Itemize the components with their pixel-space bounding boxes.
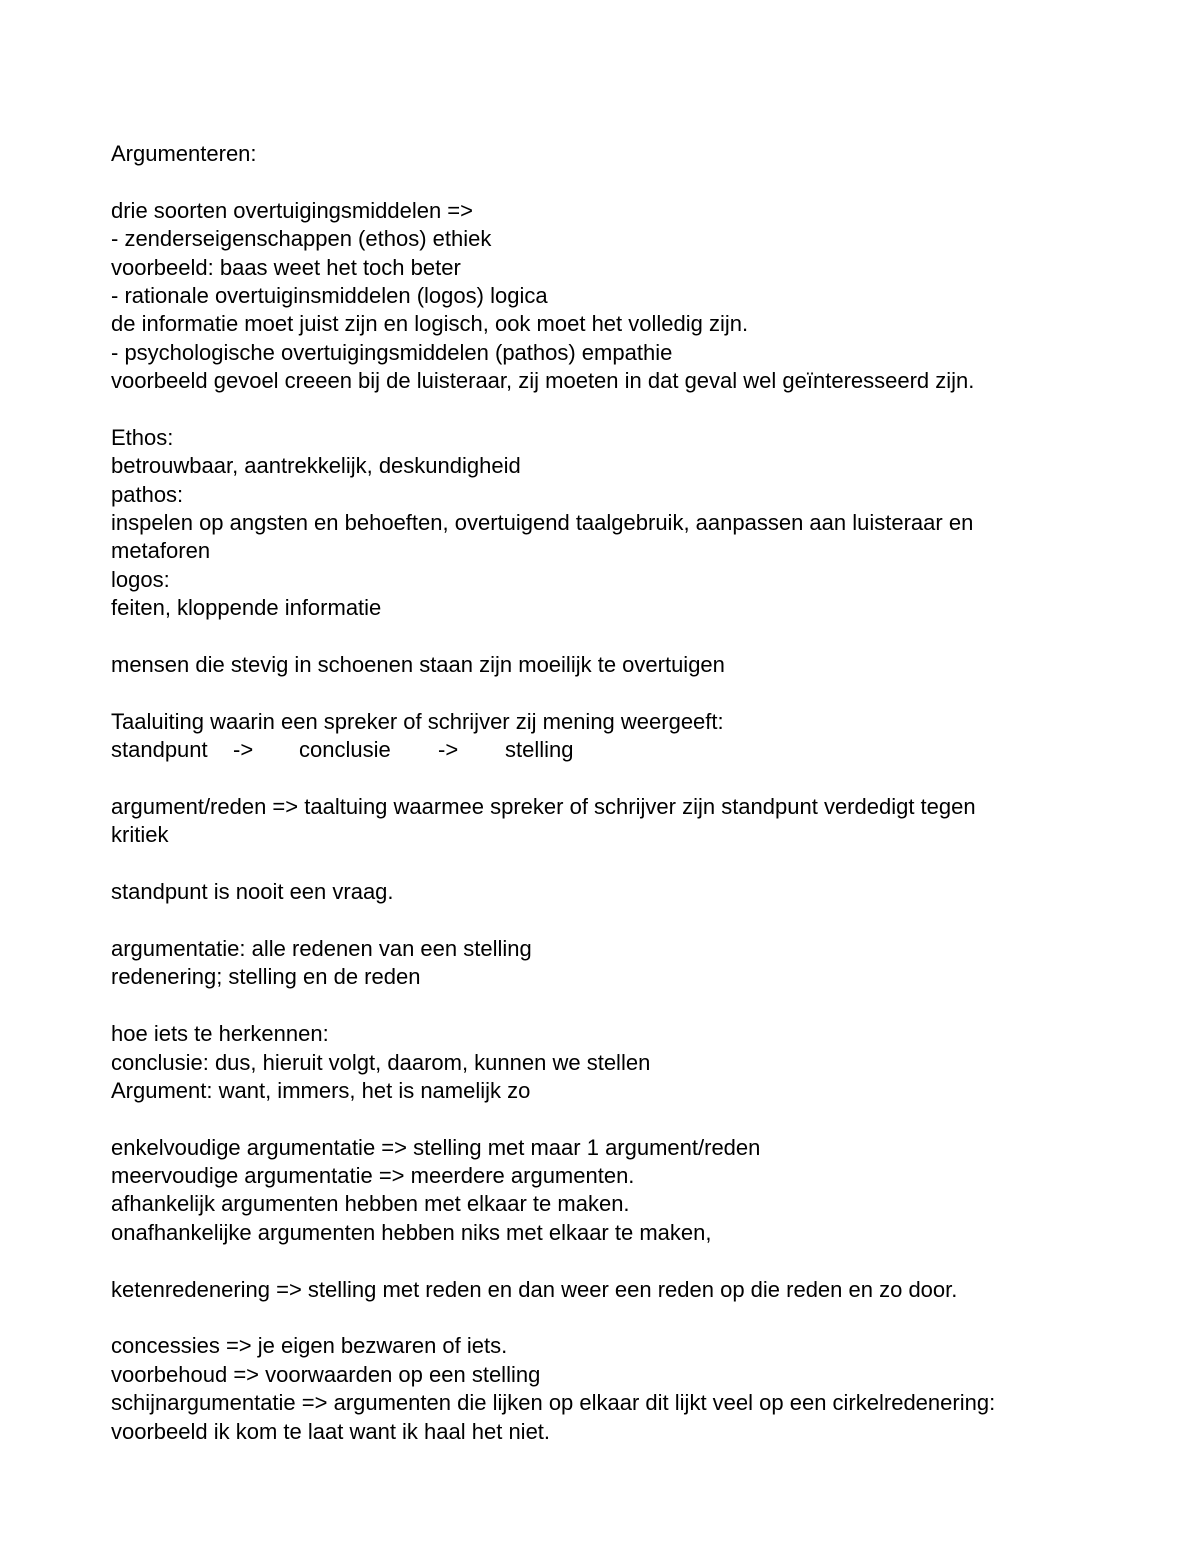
spacer	[111, 168, 1101, 196]
misc-example: voorbeeld ik kom te laat want ik haal het niet.	[111, 1418, 551, 1444]
details-pathos-text-1: inspelen op angsten en behoeften, overtuigend taalgebruik, aanpassen aan luisteraar en	[111, 510, 974, 536]
means-logos: - rationale overtuiginsmiddelen (logos) logica	[111, 282, 548, 308]
details-logos-text: feiten, kloppende informatie	[111, 595, 382, 621]
type-independent: onafhankelijke argumenten hebben niks met elkaar te maken,	[111, 1219, 712, 1245]
spacer	[111, 1304, 1101, 1332]
means-ethos-example: voorbeeld: baas weet het toch beter	[111, 254, 461, 280]
type-single: enkelvoudige argumentatie => stelling met maar 1 argument/reden	[111, 1134, 761, 1160]
chain-term-conclusie: conclusie	[299, 737, 391, 763]
means-ethos: - zenderseigenschappen (ethos) ethiek	[111, 226, 492, 252]
misc-reservation: voorbehoud => voorwaarden op een stelling	[111, 1361, 541, 1387]
argument-definition-2: kritiek	[111, 822, 169, 848]
spacer	[111, 765, 1101, 793]
standpoint-chain	[111, 736, 1101, 764]
reasoning-definition: redenering; stelling en de reden	[111, 964, 421, 990]
type-multiple: meervoudige argumentatie => meerdere argumenten.	[111, 1163, 635, 1189]
chain-arrow: ->	[438, 737, 459, 763]
standpoint-definition: Taaluiting waarin een spreker of schrijver zij mening weergeeft:	[111, 708, 724, 734]
recognize-argument: Argument: want, immers, het is namelijk zo	[111, 1077, 531, 1103]
type-dependent: afhankelijk argumenten hebben met elkaar te maken.	[111, 1191, 630, 1217]
misc-concessions: concessies => je eigen bezwaren of iets.	[111, 1333, 508, 1359]
spacer	[111, 907, 1101, 935]
recognize-label: hoe iets te herkennen:	[111, 1021, 329, 1047]
chain-term-stelling: stelling	[505, 737, 574, 763]
misc-pseudo-argumentation: schijnargumentatie => argumenten die lijken op elkaar dit lijkt veel op een cirkelredenering:	[111, 1390, 996, 1416]
recognize-conclusion: conclusie: dus, hieruit volgt, daarom, kunnen we stellen	[111, 1049, 651, 1075]
note-shoes: mensen die stevig in schoenen staan zijn moeilijk te overtuigen	[111, 652, 725, 678]
note-question: standpunt is nooit een vraag.	[111, 879, 394, 905]
means-logos-explanation: de informatie moet juist zijn en logisch, ook moet het volledig zijn.	[111, 311, 749, 337]
spacer	[111, 679, 1101, 707]
details-ethos-text: betrouwbaar, aantrekkelijk, deskundigheid	[111, 453, 521, 479]
argument-definition-1: argument/reden => taaltuing waarmee spreker of schrijver zijn standpunt verdedigt tegen	[111, 793, 976, 819]
details-ethos-label: Ethos:	[111, 424, 174, 450]
spacer	[111, 850, 1101, 878]
document-body	[111, 140, 1101, 1446]
chain-term-standpunt: standpunt	[111, 737, 208, 763]
document-heading: Argumenteren:	[111, 141, 257, 166]
means-pathos-example: voorbeeld gevoel creeen bij de luisteraar, zij moeten in dat geval wel geïnteresseerd zijn.	[111, 368, 975, 394]
details-pathos-label: pathos:	[111, 481, 184, 507]
spacer	[111, 1105, 1101, 1133]
details-logos-label: logos:	[111, 566, 170, 592]
spacer	[111, 1247, 1101, 1275]
spacer	[111, 623, 1101, 651]
means-pathos: - psychologische overtuigingsmiddelen (pathos) empathie	[111, 339, 673, 365]
means-intro: drie soorten overtuigingsmiddelen =>	[111, 197, 474, 223]
argumentation-definition: argumentatie: alle redenen van een stelling	[111, 935, 532, 961]
chain-arrow: ->	[233, 737, 254, 763]
spacer	[111, 992, 1101, 1020]
chain-reasoning: ketenredenering => stelling met reden en dan weer een reden op die reden en zo door.	[111, 1276, 958, 1302]
spacer	[111, 396, 1101, 424]
details-pathos-text-2: metaforen	[111, 538, 211, 564]
